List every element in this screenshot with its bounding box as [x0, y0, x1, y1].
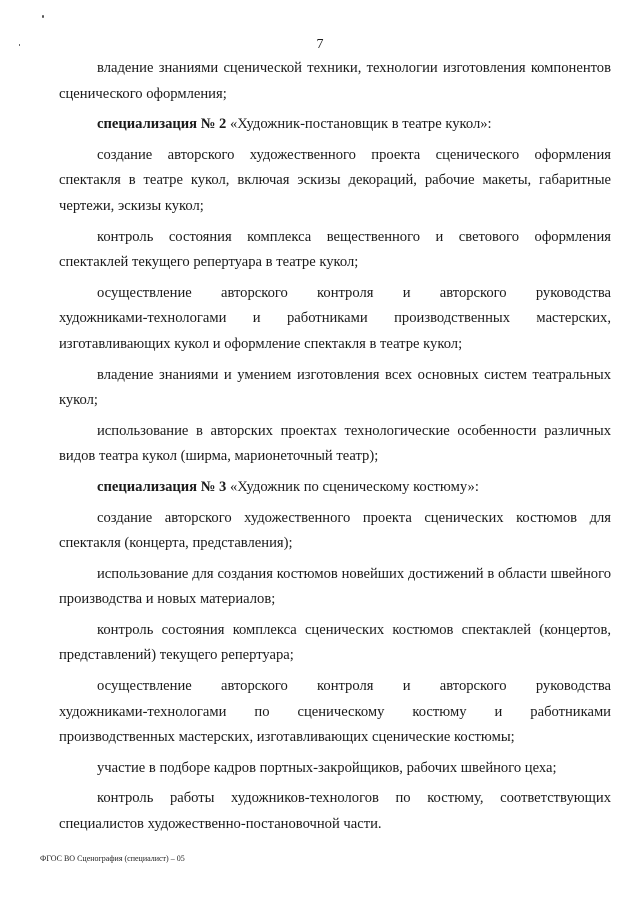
specialization-name: «Художник-постановщик в театре кукол»: — [226, 116, 492, 133]
paragraph-line: изготавливающих кукол и оформление спектакля в театре кукол; — [59, 335, 463, 352]
paragraph — [59, 756, 611, 782]
paragraph — [59, 618, 611, 669]
paragraph-text: создание авторского художественного проекта сценических костюмов для спектакля (концерта, представления); — [59, 509, 611, 552]
paragraph-text: владение знаниями и умением изготовления всех основных систем театральных кукол; — [59, 366, 611, 409]
document-body — [59, 56, 611, 838]
paragraph-line: художниками-технологами и работниками производственных мастерских, — [59, 310, 611, 327]
paragraph — [59, 674, 611, 751]
paragraph — [59, 562, 611, 613]
paragraph-text: создание авторского художественного проекта сценического оформления спектакля в театре кукол, включая эскизы декораций, рабочие макеты, габаритные чертежи, эскизы кукол; — [59, 146, 611, 214]
paragraph — [59, 506, 611, 557]
paragraph-line: художниками-технологами по сценическому костюму и работниками — [59, 703, 611, 720]
paragraph — [59, 225, 611, 276]
specialization-name: «Художник по сценическому костюму»: — [226, 478, 479, 495]
paragraph — [59, 143, 611, 220]
paragraph-text: участие в подборе кадров портных-закройщиков, рабочих швейного цеха; — [97, 759, 557, 776]
paragraph-line: осуществление авторского контроля и авторского руководства — [97, 284, 611, 301]
scan-speck — [42, 15, 44, 18]
paragraph — [59, 363, 611, 414]
paragraph-text: контроль состояния комплекса вещественного и светового оформления спектаклей текущего репертуара в театре кукол; — [59, 228, 611, 271]
page-footer: ФГОС ВО Сценография (специалист) – 05 — [40, 854, 185, 863]
paragraph-text: контроль работы художников-технологов по костюму, соответствующих специалистов художественно-постановочной части. — [59, 790, 611, 833]
paragraph — [59, 786, 611, 837]
paragraph — [59, 281, 611, 358]
paragraph — [59, 419, 611, 470]
specialization-heading — [59, 475, 611, 501]
paragraph-text: использование для создания костюмов новейших достижений в области швейного производства и новых материалов; — [59, 565, 611, 608]
paragraph — [59, 56, 611, 107]
paragraph-text: контроль состояния комплекса сценических костюмов спектаклей (концертов, представлений) текущего репертуара; — [59, 621, 611, 664]
specialization-label: специализация № 2 — [97, 116, 227, 133]
paragraph-text: использование в авторских проектах технологические особенности различных видов театра кукол (ширма, марионеточный театр); — [59, 422, 611, 465]
specialization-label: специализация № 3 — [97, 478, 227, 495]
paragraph-line: производственных мастерских, изготавливающих сценические костюмы; — [59, 729, 515, 746]
paragraph-line: осуществление авторского контроля и авторского руководства — [97, 678, 611, 695]
page-number: 7 — [316, 37, 324, 52]
specialization-heading — [59, 112, 611, 138]
paragraph-text: владение знаниями сценической техники, технологии изготовления компонентов сценического оформления; — [59, 60, 611, 102]
